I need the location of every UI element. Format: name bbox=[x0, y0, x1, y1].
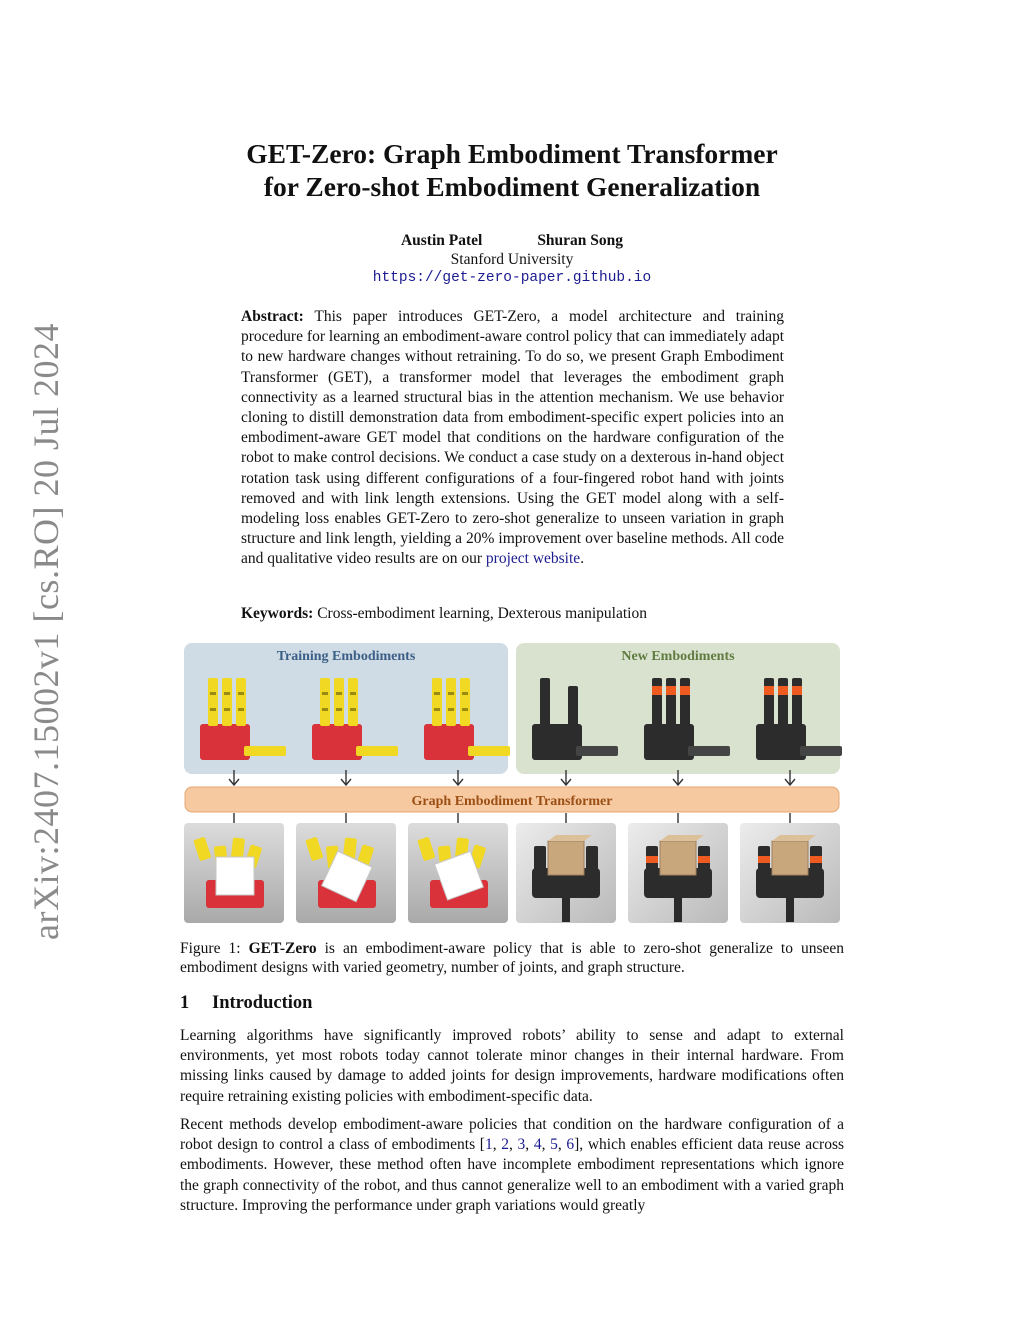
robot-joint bbox=[350, 708, 356, 711]
citation-link[interactable]: 1 bbox=[484, 1136, 493, 1154]
robot-palm bbox=[756, 724, 806, 760]
robot-joint bbox=[350, 692, 356, 695]
intro-p2-start: Recent methods develop embodiment-aware policies that condition on the hardware configuration of a robot design to control a class of embodiments [ bbox=[180, 1116, 844, 1154]
robot-finger bbox=[680, 678, 690, 726]
link-extension bbox=[666, 686, 676, 695]
intro-p2-end: ], which enables efficient data reuse across embodiments. However, these method often have incomplete embodiment representations which ignore the graph connectivity of the robot, and thus cannot generalize well to an embodiment with a varied graph structure. Improving the performance under graph variations would greatly bbox=[180, 1136, 845, 1214]
new-embodiments-label: New Embodiments bbox=[621, 649, 735, 664]
robot-joint bbox=[462, 692, 468, 695]
training-embodiments-label: Training Embodiments bbox=[276, 649, 416, 664]
rotation-task-photo bbox=[408, 823, 508, 923]
robot-thumb bbox=[244, 746, 286, 756]
robot-finger bbox=[460, 678, 470, 726]
intro-paragraph-1: Learning algorithms have significantly improved robots’ ability to sense and adapt to external environments, yet most robots today cannot tolerate minor changes in their internal hardware. From missing links caused by damage to added joints for design improvements, hardware modifications often require retraining existing policies with embodiment-specific data. bbox=[180, 1027, 844, 1105]
robot-thumb bbox=[800, 746, 842, 756]
robot-finger bbox=[792, 678, 802, 726]
citation-link[interactable]: 3 bbox=[517, 1136, 526, 1154]
link-extension bbox=[680, 686, 690, 695]
robot-joint bbox=[336, 692, 342, 695]
rotation-task-photo bbox=[740, 823, 840, 923]
robot-finger bbox=[320, 678, 330, 726]
robot-joint bbox=[322, 692, 328, 695]
robot-joint bbox=[448, 692, 454, 695]
robot-joint bbox=[238, 708, 244, 711]
white-cube bbox=[216, 857, 254, 895]
wooden-cube bbox=[548, 841, 584, 875]
robot-joint bbox=[224, 708, 230, 711]
keywords-label: Keywords: bbox=[241, 605, 314, 622]
caption-bold: GET-Zero bbox=[248, 940, 317, 957]
citation-link[interactable]: 2 bbox=[501, 1136, 509, 1154]
robot-joint bbox=[462, 708, 468, 711]
robot-joint bbox=[434, 692, 440, 695]
rotation-task-photo bbox=[516, 823, 616, 923]
link-extension bbox=[646, 856, 658, 863]
robot-finger bbox=[446, 678, 456, 726]
robot-finger bbox=[222, 678, 232, 726]
robot-finger bbox=[534, 846, 546, 874]
keywords bbox=[241, 604, 801, 624]
robot-palm bbox=[424, 724, 474, 760]
robot-thumb bbox=[688, 746, 730, 756]
link-extension bbox=[792, 686, 802, 695]
rotation-task-photo bbox=[628, 823, 728, 923]
robot-thumb bbox=[356, 746, 398, 756]
project-website-link[interactable]: project website bbox=[485, 550, 581, 568]
abstract bbox=[241, 307, 784, 570]
robot-palm bbox=[312, 724, 362, 760]
figure-1 bbox=[182, 642, 842, 926]
robot-thumb bbox=[468, 746, 510, 756]
title-line-1: GET-Zero: Graph Embodiment Transformer bbox=[246, 138, 778, 169]
wooden-cube bbox=[772, 841, 808, 875]
author-names bbox=[180, 231, 844, 250]
author-1: Austin Patel bbox=[400, 232, 483, 249]
keywords-text: Cross-embodiment learning, Dexterous manipulation bbox=[317, 605, 647, 622]
citation-link[interactable]: 5 bbox=[550, 1136, 558, 1154]
rotation-task-photo bbox=[184, 823, 284, 923]
rotation-task-photo bbox=[296, 823, 396, 923]
caption-prefix: Figure 1: bbox=[180, 940, 241, 957]
affiliation: Stanford University bbox=[450, 251, 574, 268]
link-extension bbox=[778, 686, 788, 695]
transformer-label: Graph Embodiment Transformer bbox=[411, 794, 613, 809]
paper-title bbox=[180, 137, 844, 203]
link-extension bbox=[698, 856, 710, 863]
figure-1-diagram bbox=[182, 642, 842, 926]
robot-finger bbox=[568, 686, 578, 734]
citation-link[interactable]: 6 bbox=[566, 1136, 575, 1154]
abstract-text: This paper introduces GET-Zero, a model architecture and training procedure for learning an embodiment-aware control policy that can immediately adapt to new hardware changes without retraining. To do so, we present Graph Embodiment Transformer (GET), a transformer model that leverages the embodiment graph connectivity as a learned structural bias in the attention mechanism. We use behavior cloning to distill demonstration data from embodiment-specific expert policies into an embodiment-aware GET model that conditions on the hardware configuration of the robot to make control decisions. We conduct a case study on a dexterous in-hand object rotation task using different configurations of a four-fingered robot hand with joints removed and with link length extensions. Using the GET model along with a self-modeling loss enables GET-Zero to zero-shot generalize to unseen variation in graph structure and link length, yielding a 20% improvement over baseline methods. All code and qualitative video results are on our bbox=[241, 308, 784, 568]
robot-finger bbox=[334, 678, 344, 726]
robot-finger bbox=[586, 846, 598, 874]
robot-joint bbox=[434, 708, 440, 711]
section-title: Introduction bbox=[212, 993, 313, 1013]
robot-joint bbox=[448, 708, 454, 711]
link-extension bbox=[810, 856, 822, 863]
abstract-label: Abstract: bbox=[241, 308, 304, 325]
robot-finger bbox=[208, 678, 218, 726]
robot-finger bbox=[348, 678, 358, 726]
robot-finger bbox=[540, 678, 550, 726]
section-number: 1 bbox=[180, 993, 190, 1013]
citation-link[interactable]: 4 bbox=[533, 1136, 542, 1154]
section-heading bbox=[180, 993, 312, 1014]
robot-finger bbox=[236, 678, 246, 726]
intro-paragraph-2 bbox=[180, 1115, 844, 1216]
robot-finger bbox=[432, 678, 442, 726]
robot-palm bbox=[644, 724, 694, 760]
project-url-link[interactable]: https://get-zero-paper.github.io bbox=[372, 270, 652, 286]
robot-joint bbox=[210, 708, 216, 711]
caption-text: is an embodiment-aware policy that is able to zero-shot generalize to unseen embodiment designs with varied geometry, number of joints, and graph structure. bbox=[180, 940, 845, 976]
link-extension bbox=[764, 686, 774, 695]
robot-palm bbox=[200, 724, 250, 760]
abstract-end: . bbox=[580, 550, 585, 568]
robot-thumb bbox=[576, 746, 618, 756]
robot-joint bbox=[322, 708, 328, 711]
robot-finger bbox=[666, 678, 676, 726]
wooden-cube bbox=[660, 841, 696, 875]
arxiv-identifier: arXiv:2407.15002v1 [cs.RO] 20 Jul 2024 bbox=[26, 323, 66, 940]
figure-caption bbox=[180, 939, 844, 977]
robot-joint bbox=[238, 692, 244, 695]
robot-finger bbox=[778, 678, 788, 726]
title-line-2: for Zero-shot Embodiment Generalization bbox=[263, 171, 761, 202]
robot-joint bbox=[210, 692, 216, 695]
robot-joint bbox=[336, 708, 342, 711]
citation-list: 1, 2, 3, 4, 5, 6 bbox=[484, 1136, 575, 1154]
robot-joint bbox=[224, 692, 230, 695]
link-extension bbox=[652, 686, 662, 695]
link-extension bbox=[758, 856, 770, 863]
robot-finger bbox=[764, 678, 774, 726]
author-block bbox=[180, 231, 844, 288]
robot-finger bbox=[652, 678, 662, 726]
author-2: Shuran Song bbox=[537, 232, 624, 249]
